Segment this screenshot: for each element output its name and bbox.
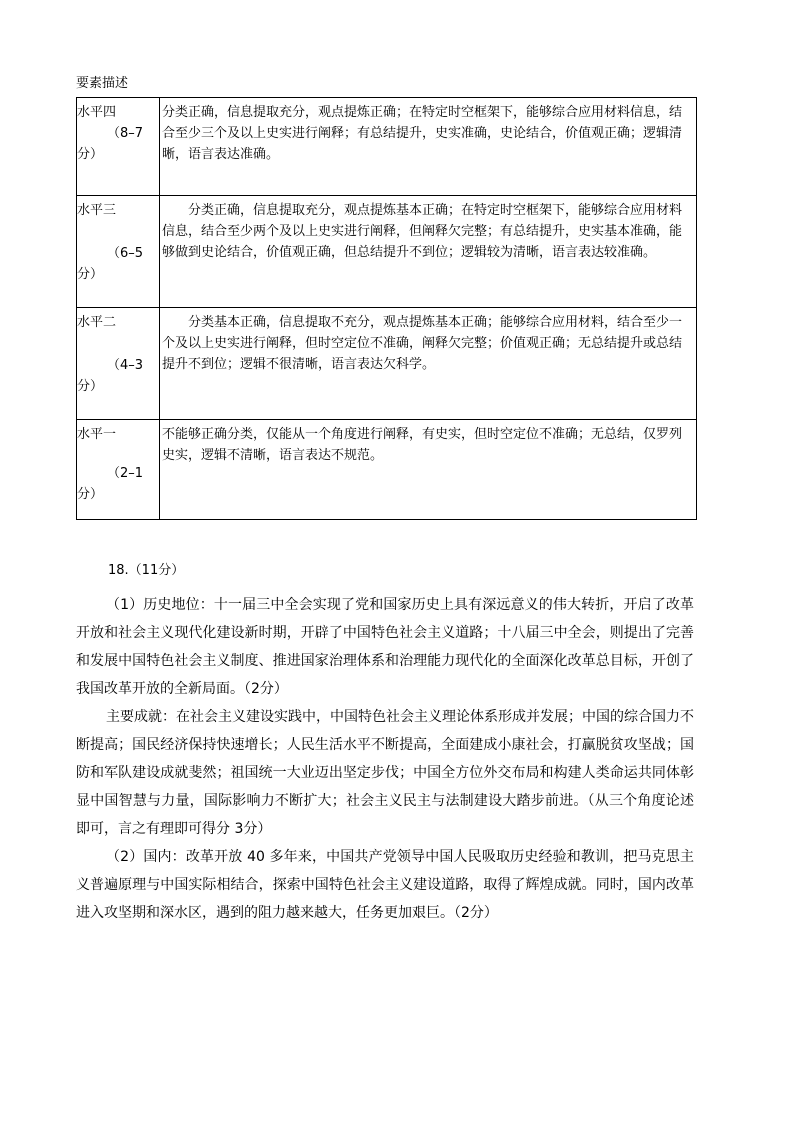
- level-unit: 分）: [77, 379, 104, 394]
- answer-paragraph-3: （2）国内：改革开放 40 多年来，中国共产党领导中国人民吸取历史经验和教训，把马克思主义普遍原理与中国实际相结合，探索中国特色社会主义建设道路，取得了辉煌成就。同时，国内改革进入攻坚期和深水区，遇到的阻力越来越大，任务更加艰巨。（2分）: [76, 849, 694, 921]
- level-cell: [77, 420, 160, 520]
- rubric-caption: 要素描述: [76, 76, 129, 91]
- question-title: 18.（11分）: [108, 563, 185, 578]
- answer-section: [76, 591, 694, 927]
- answer-paragraph-1: （1）历史地位：十一届三中全会实现了党和国家历史上具有深远意义的伟大转折，开启了改革开放和社会主义现代化建设新时期，开辟了中国特色社会主义道路；十八届三中全会，则提出了完善和发展中国特色社会主义制度、推进国家治理体系和治理能力现代化的全面深化改革总目标，开创了我国改革开放的全新局面。（2分）: [76, 597, 694, 697]
- level-name: 水平四: [77, 105, 117, 120]
- answer-paragraph-2: 主要成就：在社会主义建设实践中，中国特色社会主义理论体系形成并发展；中国的综合国力不断提高；国民经济保持快速增长；人民生活水平不断提高，全面建成小康社会，打赢脱贫攻坚战；国防和军队建设成就斐然；祖国统一大业迈出坚定步伐；中国全方位外交布局和构建人类命运共同体彰显中国智慧与力量，国际影响力不断扩大；社会主义民主与法制建设大踏步前进。（从三个角度论述即可，言之有理即可得分 3分）: [76, 709, 694, 837]
- level-description: 分类正确，信息提取充分，观点提炼基本正确；在特定时空框架下，能够综合应用材料信息，结合至少两个及以上史实进行阐释，但阐释欠完整；有总结提升，史实基本准确，能够做到史论结合，价值观正确，但总结提升不到位；逻辑较为清晰，语言表达较准确。: [160, 196, 697, 308]
- level-name: 水平一: [77, 427, 117, 442]
- rubric-row-level-3: [77, 196, 697, 308]
- level-range: （4–3: [107, 358, 144, 373]
- level-unit: 分）: [77, 267, 104, 282]
- level-description: 分类基本正确，信息提取不充分，观点提炼基本正确；能够综合应用材料，结合至少一个及以上史实进行阐释，但时空定位不准确，阐释欠完整；价值观正确；无总结提升或总结提升不到位；逻辑不很清晰，语言表达欠科学。: [160, 308, 697, 420]
- rubric-table: [76, 97, 697, 520]
- level-name: 水平二: [77, 315, 117, 330]
- level-cell: [77, 98, 160, 196]
- level-cell: [77, 196, 160, 308]
- level-unit: 分）: [77, 487, 104, 502]
- rubric-row-level-4: [77, 98, 697, 196]
- rubric-row-level-2: [77, 308, 697, 420]
- level-cell: [77, 308, 160, 420]
- rubric-row-level-1: [77, 420, 697, 520]
- level-unit: 分）: [77, 147, 104, 162]
- level-range: （8–7: [107, 126, 144, 141]
- level-description: 不能够正确分类，仅能从一个角度进行阐释，有史实，但时空定位不准确；无总结，仅罗列史实，逻辑不清晰，语言表达不规范。: [160, 420, 697, 520]
- level-range: （2–1: [107, 466, 144, 481]
- level-name: 水平三: [77, 203, 117, 218]
- level-description: 分类正确，信息提取充分，观点提炼正确；在特定时空框架下，能够综合应用材料信息，结合至少三个及以上史实进行阐释；有总结提升，史实准确，史论结合，价值观正确；逻辑清晰，语言表达准确。: [160, 98, 697, 196]
- level-range: （6–5: [107, 246, 144, 261]
